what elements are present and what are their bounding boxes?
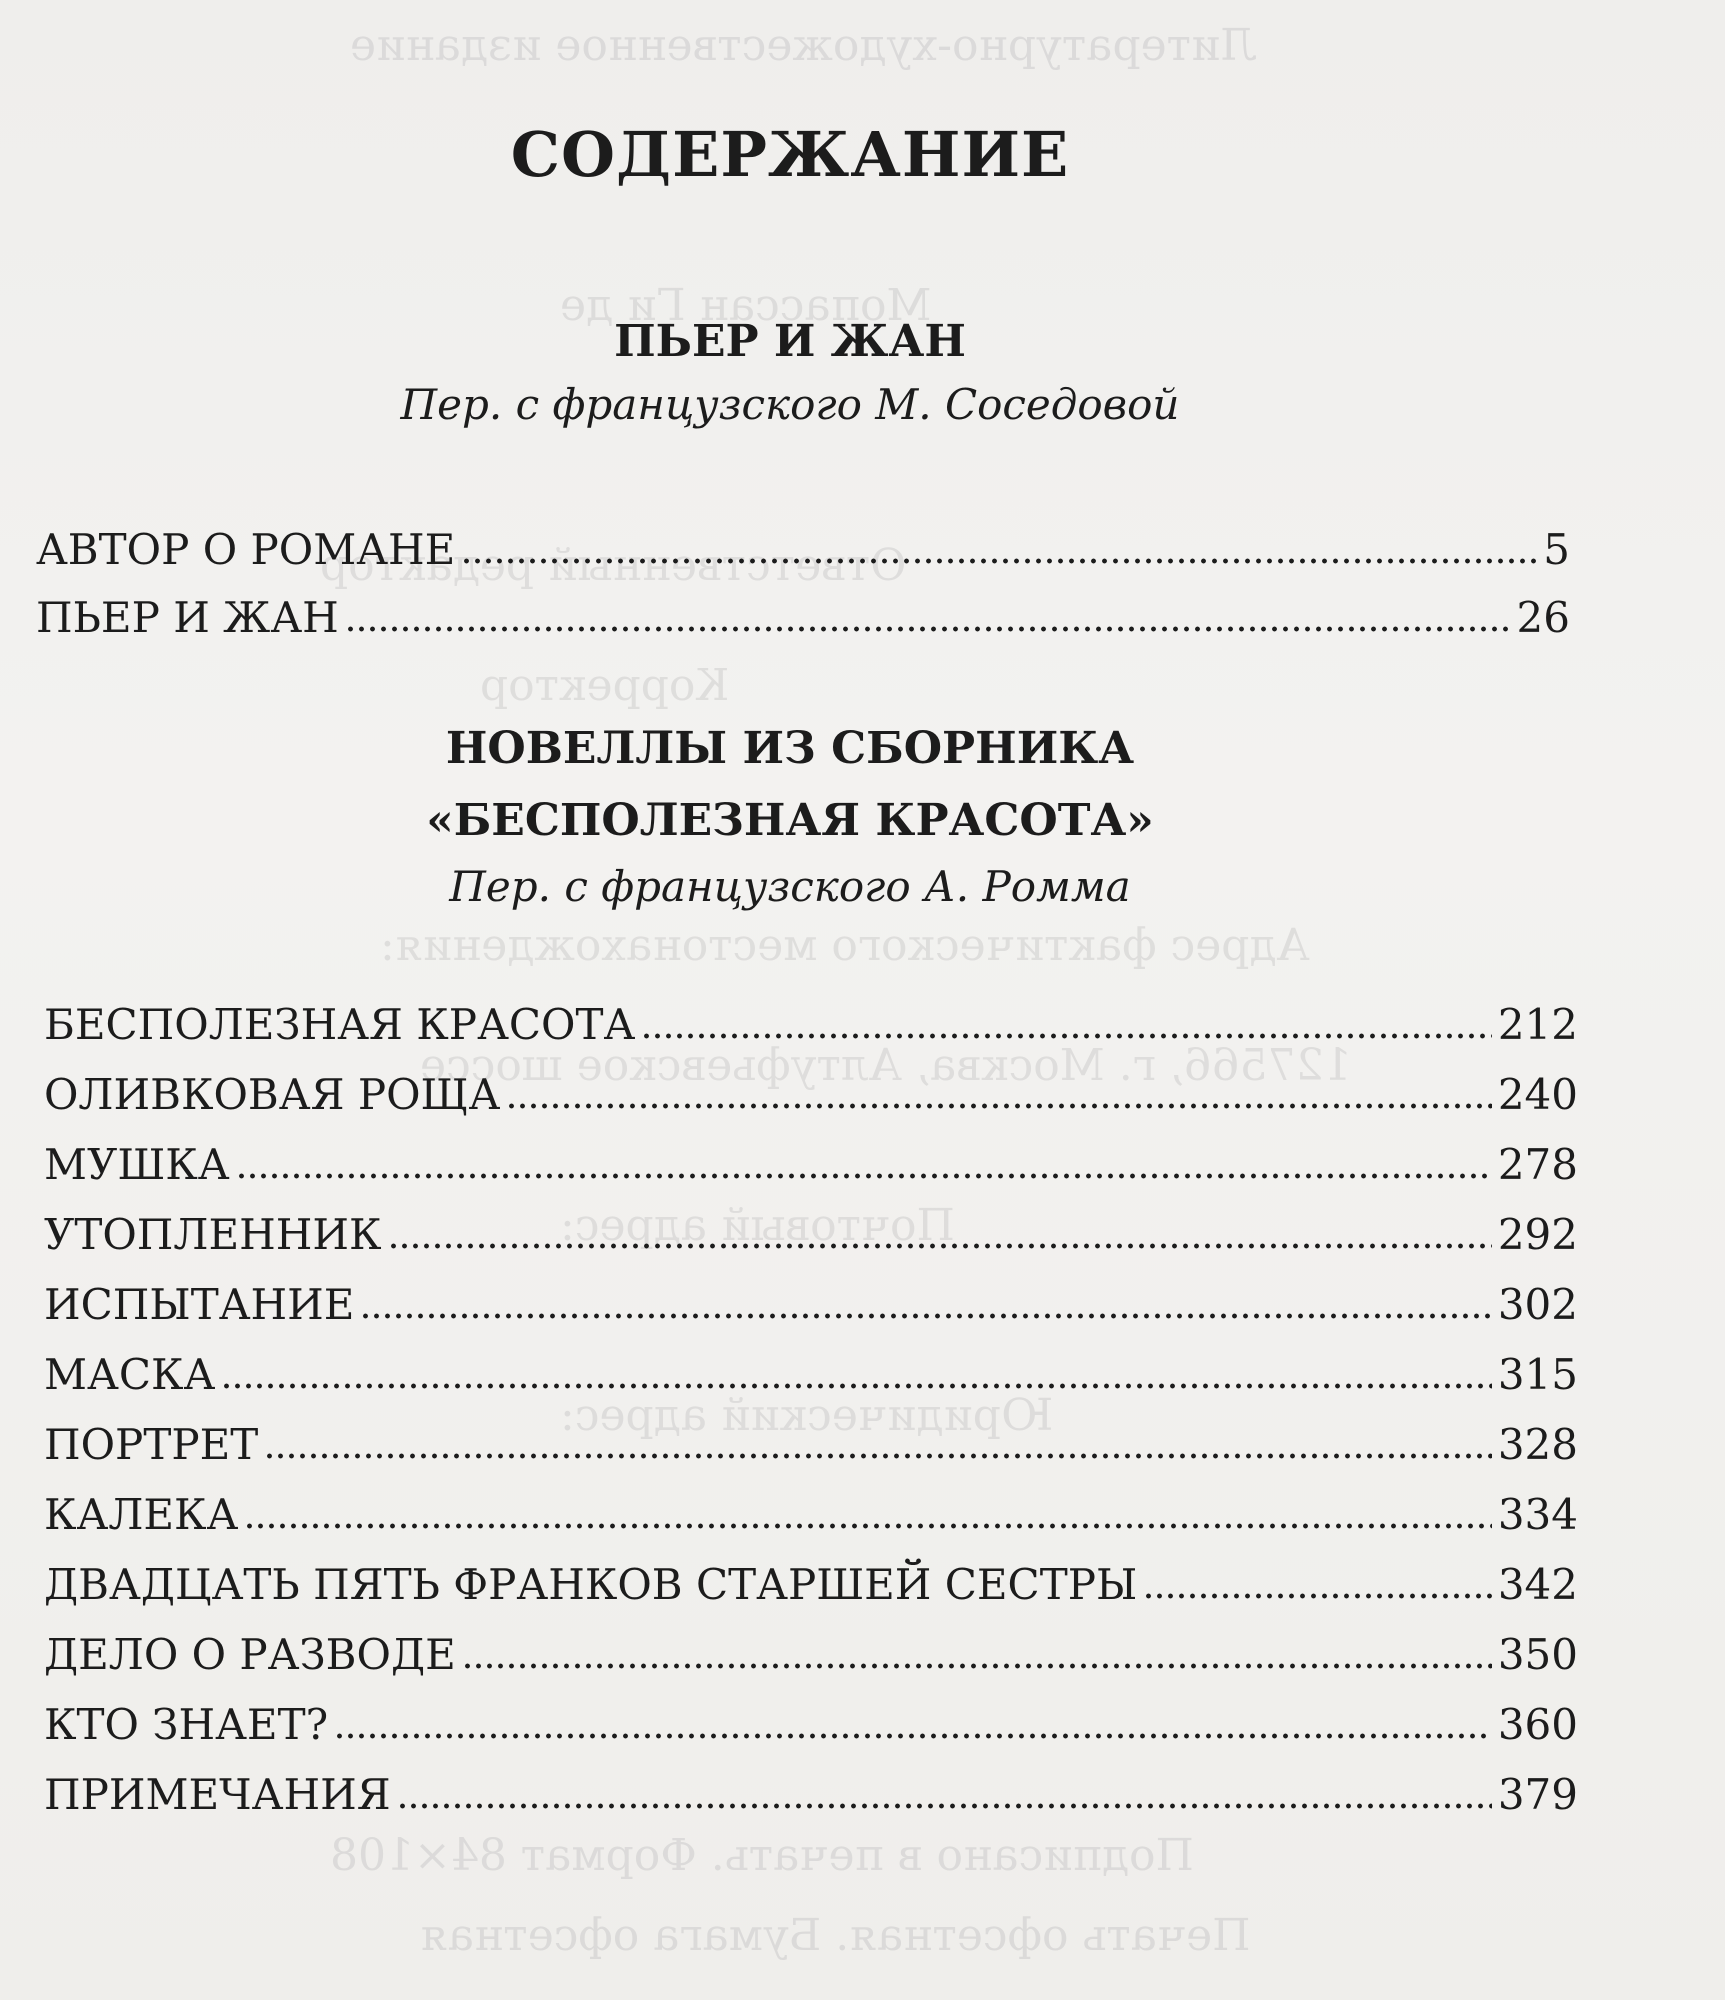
toc-page-number: 212 [1497,1000,1578,1049]
dot-leader [236,1173,1492,1179]
dot-leader [264,1453,1492,1459]
dot-leader [388,1243,1492,1249]
toc-entry-title: БЕСПОЛЕЗНАЯ КРАСОТА [44,1000,636,1049]
toc-page-number: 342 [1497,1560,1578,1609]
toc-entry-title: МАСКА [44,1350,216,1399]
toc-page-number: 315 [1497,1350,1578,1399]
contents-title: СОДЕРЖАНИЕ [510,118,1070,191]
toc-entry-title: МУШКА [44,1140,230,1189]
toc-page-number: 302 [1497,1280,1578,1329]
dot-leader [397,1803,1492,1809]
toc-entry-title: УТОПЛЕННИК [44,1210,382,1259]
bleed-through-text: Литературно-художественное издание Мопассан Ги де Ответственный редактор Корректор Адрес фактического местонахождения: 127566, г. Москва, Алтуфьевское шоссе Почтовый адрес: Юридический адрес: Подписано в печать. Формат 84×108 Печать офсетная. Бумага офсетная [320,20,1352,1961]
section-title-collection: НОВЕЛЛЫ ИЗ СБОРНИКА [445,723,1135,774]
toc-entry[interactable] [36,593,1570,661]
toc-page-number: 360 [1497,1700,1578,1749]
toc-entry[interactable] [44,1700,1578,1770]
dot-leader [334,1733,1492,1739]
toc-entry-title: ПРИМЕЧАНИЯ [44,1770,391,1819]
dot-leader [244,1523,1491,1529]
toc-entry[interactable] [44,1210,1578,1280]
toc-entry[interactable] [44,1560,1578,1630]
dot-leader [462,1663,1492,1669]
section-title-pierre-and-jean: ПЬЕР И ЖАН [614,316,966,367]
toc-entry[interactable] [44,1070,1578,1140]
translator-credit: Пер. с французского А. Ромма [449,862,1131,911]
dot-leader [506,1103,1492,1109]
toc-entry[interactable] [44,1630,1578,1700]
toc-page-number: 5 [1543,525,1570,574]
toc-entry[interactable] [44,1490,1578,1560]
dot-leader [461,558,1537,564]
dot-leader [360,1313,1491,1319]
dot-leader [1143,1593,1492,1599]
toc-list-stories [44,1000,1578,1840]
toc-entry[interactable] [44,1140,1578,1210]
toc-page-number: 334 [1497,1490,1578,1539]
toc-entry[interactable] [36,525,1570,593]
toc-entry-title: ДВАДЦАТЬ ПЯТЬ ФРАНКОВ СТАРШЕЙ СЕСТРЫ [44,1560,1138,1609]
toc-page-number: 379 [1497,1770,1578,1819]
toc-entry[interactable] [44,1350,1578,1420]
toc-page-number: 278 [1497,1140,1578,1189]
toc-page-number: 350 [1497,1630,1578,1679]
toc-page-number: 26 [1516,593,1570,642]
section-title-collection-name: «БЕСПОЛЕЗНАЯ КРАСОТА» [426,795,1154,846]
dot-leader [345,626,1511,632]
toc-entry-title: ДЕЛО О РАЗВОДЕ [44,1630,456,1679]
toc-entry-title: АВТОР О РОМАНЕ [36,525,456,574]
toc-entry-title: ОЛИВКОВАЯ РОЩА [44,1070,501,1119]
toc-entry[interactable] [44,1280,1578,1350]
translator-credit: Пер. с французского М. Соседовой [400,380,1180,429]
dot-leader [641,1033,1492,1039]
toc-entry-title: КАЛЕКА [44,1490,239,1539]
toc-page-number: 240 [1497,1070,1578,1119]
toc-entry[interactable] [44,1420,1578,1490]
toc-page-number: 328 [1497,1420,1578,1469]
toc-entry-title: КТО ЗНАЕТ? [44,1700,329,1749]
toc-entry-title: ИСПЫТАНИЕ [44,1280,355,1329]
toc-list-novel [36,525,1570,661]
toc-entry-title: ПЬЕР И ЖАН [36,593,339,642]
dot-leader [221,1383,1492,1389]
toc-entry-title: ПОРТРЕТ [44,1420,259,1469]
toc-entry[interactable] [44,1770,1578,1840]
toc-entry[interactable] [44,1000,1578,1070]
toc-page-number: 292 [1497,1210,1578,1259]
